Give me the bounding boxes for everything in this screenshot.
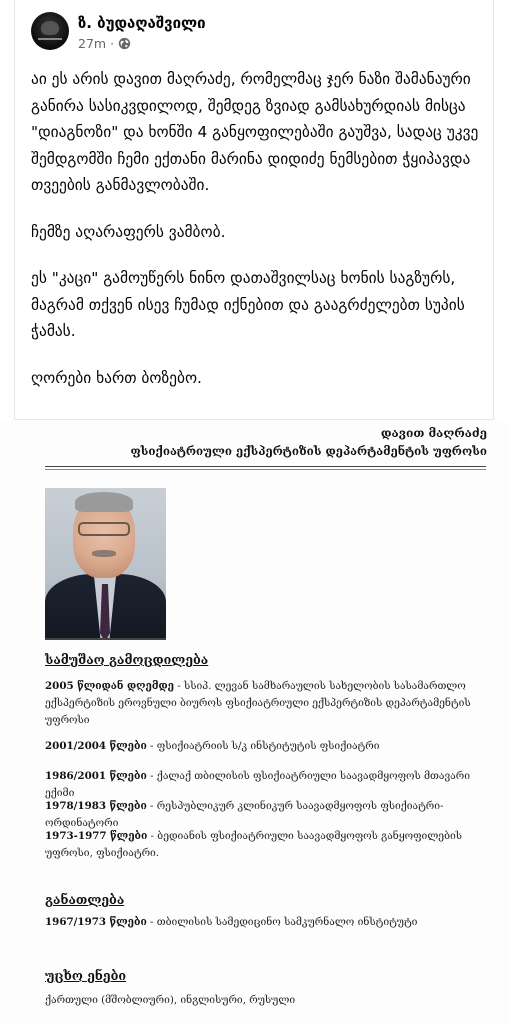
- post-paragraph: ეს "კაცი" გამოუწერს ნინო დათაშვილსაც ხონის საგზურს, მაგრამ თქვენ ისევ ჩუმად იქნებით და გააგრძელებთ სუპის ჭამას.: [31, 269, 465, 340]
- cv-divider: [45, 469, 486, 470]
- entry-text: - ფსიქიატრიის ს/კ ინსტიტუტის ფსიქიატრი: [146, 740, 380, 752]
- avatar-figure: [41, 21, 59, 35]
- post-paragraph: აი ეს არის დავით მაღრაძე, რომელმაც ჯერ ნაზი შამანაური განირა სასიკვდილოდ, შემდეგ ზვიად გამსახურდიას მისცა "დიაგნოზი" და ხონში 4 განყოფილებაში გაუშვა, სადაც უკვე შემდგომში ჩემი ექთანი მარინა დიდიძე ნემსებით ჭყიპავდა თვეების განმავლობაში.: [31, 70, 479, 194]
- languages-heading: უცხო ენები: [45, 968, 127, 983]
- experience-entry: [45, 768, 500, 802]
- entry-text: - ბედიანის ფსიქიატრიული საავადმყოფოს განყოფილების უფროსი, ფსიქიატრი.: [45, 830, 462, 859]
- meta-separator: ·: [110, 36, 115, 51]
- author-avatar[interactable]: [31, 12, 69, 50]
- post-body: [31, 66, 483, 411]
- education-heading: განათლება: [45, 892, 125, 907]
- languages-list: ქართული (მშობლიური), ინგლისური, რუსული: [45, 994, 296, 1006]
- cv-person-name: დავით მაღრაძე: [380, 426, 487, 440]
- cv-person-role: ფსიქიატრიული ექსპერტიზის დეპარტამენტის უფროსი: [130, 444, 487, 458]
- post-paragraph: ჩემზე აღარაფერს ვამბობ.: [31, 222, 226, 241]
- photo-hair: [75, 492, 133, 512]
- experience-entry: [45, 678, 500, 729]
- education-entry: [45, 914, 500, 931]
- entry-text: - სსიპ. ლევან სამხარაულის სახელობის სასამართლო ექსპერტიზის ეროვნული ბიუროს ფსიქიატრიული ექსპერტიზის დეპარტამენტის უფროსი: [45, 680, 471, 726]
- entry-period: 2001/2004 წლები: [45, 740, 147, 752]
- post-card: [14, 0, 494, 420]
- cv-document-image[interactable]: [0, 420, 509, 1024]
- entry-period: 2005 წლიდან დღემდე: [45, 680, 174, 692]
- globe-icon[interactable]: [118, 37, 131, 50]
- post-time[interactable]: 27m: [78, 36, 107, 51]
- photo-mustache: [92, 550, 116, 557]
- entry-period: 1973-1977 წლები: [45, 830, 148, 842]
- entry-text: - ქალაქ თბილისის ფსიქიატრიული საავადმყოფოს მთავარი ექიმი: [45, 770, 470, 799]
- entry-period: 1978/1983 წლები: [45, 800, 147, 812]
- entry-text: - თბილისის სამედიცინო სამკურნალო ინსტიტუტი: [146, 916, 418, 928]
- experience-entry: [45, 738, 500, 755]
- entry-period: 1967/1973 წლები: [45, 916, 147, 928]
- cv-portrait-photo: [45, 488, 166, 640]
- photo-glasses: [78, 522, 130, 536]
- entry-text: - რესპუბლიკურ კლინიკურ საავადმყოფოს ფსიქიატრი-ორდინატორი: [45, 800, 444, 829]
- experience-entry: [45, 798, 500, 832]
- post-paragraph: ღორები ხართ ბოზებო.: [31, 368, 202, 387]
- entry-period: 1986/2001 წლები: [45, 770, 147, 782]
- experience-entry: [45, 828, 500, 862]
- author-name[interactable]: ზ. ბუდაღაშვილი: [78, 14, 206, 32]
- avatar-caption-line: [38, 38, 62, 40]
- experience-heading: სამუშაო გამოცდილება: [45, 652, 209, 667]
- post-meta: [78, 36, 131, 51]
- cv-divider: [45, 466, 486, 467]
- post-header: [31, 12, 471, 56]
